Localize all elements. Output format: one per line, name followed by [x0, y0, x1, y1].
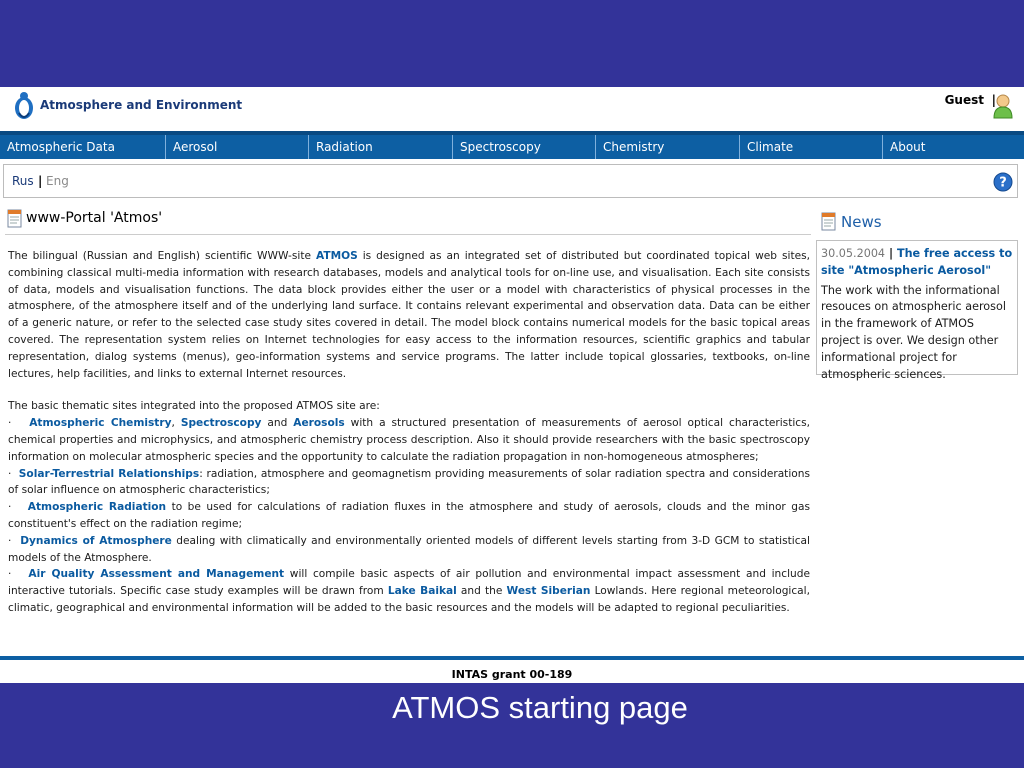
user-icon[interactable] [992, 93, 1014, 119]
news-separator: | [885, 247, 897, 260]
news-title: News [841, 213, 882, 231]
language-separator: | [38, 174, 43, 188]
lake-baikal-link[interactable]: Lake Baikal [387, 585, 457, 598]
bullet: · [8, 417, 12, 430]
item-conjunction: and [261, 417, 294, 430]
bullet: · [8, 467, 12, 480]
atmospheric-chemistry-link[interactable]: Atmospheric Chemistry [29, 417, 172, 430]
atmos-link[interactable]: ATMOS [315, 250, 358, 262]
list-item [8, 566, 810, 616]
bullet: · [8, 568, 12, 581]
item-text: will compile basic aspects of air pollution and environmental impact assessment and include interactive tutorials. Specific case study examples will be drawn from [8, 568, 810, 598]
intro-text-2: is designed as an integrated set of distributed but coordinated topical web sites, combining classical multi-media information with research databases, models and analytical tools for on-line use, and visualisation. Each site consists of data, models and visualisation functions. The data block provides either the user or a model with characteristics of physical processes in the atmosphere, of the atmosphere itself and of the underlying land surface. It contains relevant experimental and observation data. Data can be either of a generic nature, or refer to the selected case study sites covered in detail. The model block contains numerical models for the basic topical areas covered. The representation system relies on Internet technologies for easy access to the information resources, scientific graphics and tabular representation, dialog systems (menus), geo-information systems and service programs. The latter include topical glossaries, textbooks, on-line lectures, help facilities, and links to external Internet resources. [8, 250, 811, 380]
item-text: : radiation, atmosphere and geomagnetism providing measurements of solar radiation spectra and considerations of solar influence on atmospheric characteristics; [8, 467, 810, 497]
bullet: · [8, 501, 12, 514]
site-title[interactable]: Atmosphere and Environment [40, 98, 243, 112]
atmospheric-radiation-link[interactable]: Atmospheric Radiation [27, 501, 167, 514]
nav-chemistry[interactable]: Chemistry [596, 135, 740, 159]
item-text: Lowlands. Here regional meteorological, climatic, geographical and environmental information will be added to the basic resources and the models will be adapted to regional peculiarities. [8, 585, 810, 614]
nav-radiation[interactable]: Radiation [309, 135, 453, 159]
spectroscopy-link[interactable]: Spectroscopy [180, 417, 262, 430]
air-quality-link[interactable]: Air Quality Assessment and Management [28, 568, 285, 581]
header-separator: | [991, 93, 996, 107]
footer-grant-text: INTAS grant 00-189 [451, 668, 573, 681]
site-header [0, 87, 1024, 131]
portal-title: www-Portal 'Atmos' [26, 210, 163, 226]
language-eng-link[interactable]: Eng [46, 174, 69, 188]
svg-text:?: ? [999, 175, 1007, 191]
news-body: The work with the informational resouces on atmospheric aerosol in the framework of ATMOS project is over. We design other informational project for atmospheric sciences. [821, 283, 1006, 381]
item-text: dealing with climatically and environmentally oriented models of different levels starting from 3-D GCM to statistical models of the Atmosphere. [8, 534, 810, 564]
document-icon [821, 212, 837, 231]
nav-about[interactable]: About [890, 140, 926, 154]
nav-climate[interactable]: Climate [740, 135, 883, 159]
language-rus-link[interactable]: Rus [12, 174, 34, 188]
sites-heading: The basic thematic sites integrated into the proposed ATMOS site are: [8, 400, 380, 413]
news-date: 30.05.2004 [821, 247, 886, 260]
document-icon [7, 209, 23, 228]
globe-logo-icon[interactable] [13, 91, 35, 121]
item-text: and the [456, 585, 507, 598]
item-separator: , [171, 417, 181, 430]
main-navigation [0, 131, 1024, 159]
solar-terrestrial-link[interactable]: Solar-Terrestrial Relationships [18, 467, 200, 480]
title-divider [5, 234, 811, 235]
list-item [8, 466, 810, 500]
west-siberian-link[interactable]: West Siberian [506, 585, 591, 598]
aerosols-link[interactable]: Aerosols [293, 417, 345, 430]
nav-aerosol[interactable]: Aerosol [166, 135, 309, 159]
news-panel [816, 240, 1018, 381]
list-item [8, 415, 810, 465]
nav-spectroscopy[interactable]: Spectroscopy [453, 135, 596, 159]
item-text: with a structured presentation of measurements of aerosol optical characteristics, chemical properties and microphysics, and atmospheric chemistry process description. Also it should provide researchers with the basic spectroscopy information on molecular atmospheric species and the opportunity to calculate the radiation propagation in non-homogeneous atmospheres; [8, 417, 811, 463]
nav-atmospheric-data[interactable]: Atmospheric Data [0, 135, 166, 159]
bullet: · [8, 534, 12, 547]
item-text: to be used for calculations of radiation fluxes in the atmosphere and study of aerosols, clouds and the minor gas constituent's effect on the radiation regime; [8, 501, 810, 530]
help-icon[interactable] [993, 172, 1013, 192]
guest-label[interactable]: Guest [944, 93, 984, 107]
slide-caption: ATMOS starting page [392, 690, 688, 725]
intro-paragraph [8, 248, 810, 382]
main-content [8, 248, 810, 617]
intro-text-1: The bilingual (Russian and English) scientific WWW-site [8, 250, 316, 262]
language-bar [3, 164, 1018, 198]
footer-divider [0, 656, 1024, 660]
list-item [8, 499, 810, 533]
list-item [8, 533, 810, 567]
browser-page [0, 87, 1024, 683]
news-headline-link[interactable]: The free access to site "Atmospheric Aerosol" [821, 247, 1013, 277]
dynamics-of-atmosphere-link[interactable]: Dynamics of Atmosphere [20, 534, 172, 547]
